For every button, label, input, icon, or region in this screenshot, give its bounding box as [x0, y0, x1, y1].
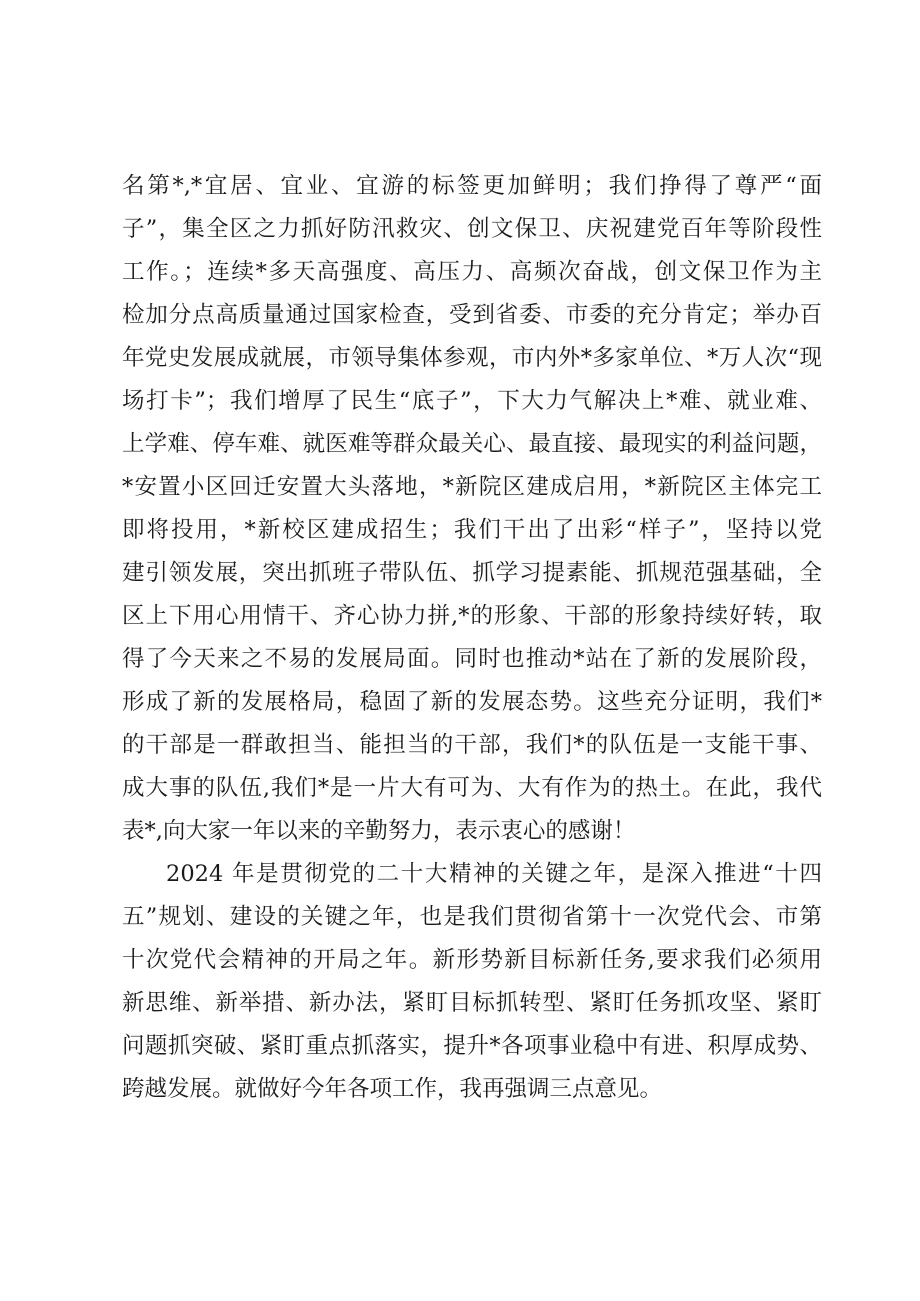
- text-line: 的干部是一群敢担当、能担当的干部，我们*的队伍是一支能干事、: [122, 732, 822, 758]
- paragraph-1: [122, 165, 822, 853]
- text-line: 工作。；连续*多天高强度、高压力、高频次奋战，创文保卫作为主: [122, 259, 822, 285]
- text-line: 区上下用心用情干、齐心协力拼,*的形象、干部的形象持续好转，取: [122, 603, 822, 629]
- text-line: 成大事的队伍,我们*是一片大有可为、大有作为的热土。在此，我代: [122, 775, 822, 801]
- text-line: 五”规划、建设的关键之年，也是我们贯彻省第十一次党代会、市第: [122, 904, 822, 930]
- text-line: 年党史发展成就展，市领导集体参观，市内外*多家单位、*万人次“现: [122, 345, 822, 371]
- text-line: 即将投用，*新校区建成招生；我们干出了出彩“样子”，坚持以党: [122, 517, 822, 543]
- text-line: 上学难、停车难、就医难等群众最关心、最直接、最现实的利益问题，: [122, 431, 822, 457]
- text-line: 形成了新的发展格局，稳固了新的发展态势。这些充分证明，我们*: [122, 689, 822, 715]
- text-line: 问题抓突破、紧盯重点抓落实，提升*各项事业稳中有进、积厚成势、: [122, 1033, 822, 1059]
- text-line: 跨越发展。就做好今年各项工作，我再强调三点意见。: [122, 1076, 663, 1102]
- text-line: *安置小区回迁安置大头落地，*新院区建成启用，*新院区主体完工: [122, 474, 822, 500]
- text-line: 场打卡”；我们增厚了民生“底子”，下大力气解决上*难、就业难、: [122, 388, 822, 414]
- text-line: 十次党代会精神的开局之年。新形势新目标新任务,要求我们必须用: [122, 947, 822, 973]
- text-line: 子”，集全区之力抓好防汛救灾、创文保卫、庆祝建党百年等阶段性: [122, 216, 822, 242]
- text-line: 检加分点高质量通过国家检查，受到省委、市委的充分肯定；举办百: [122, 302, 822, 328]
- text-line: 2024 年是贯彻党的二十大精神的关键之年，是深入推进“十四: [166, 861, 822, 887]
- text-line: 建引领发展，突出抓班子带队伍、抓学习提素能、抓规范强基础，全: [122, 560, 822, 586]
- text-line: 新思维、新举措、新办法，紧盯目标抓转型、紧盯任务抓攻坚、紧盯: [122, 990, 822, 1016]
- text-line: 得了今天来之不易的发展局面。同时也推动*站在了新的发展阶段，: [122, 646, 822, 672]
- document-body: [122, 165, 822, 1111]
- text-line: 名第*,*宜居、宜业、宜游的标签更加鲜明；我们挣得了尊严“面: [122, 173, 822, 199]
- text-line: 表*,向大家一年以来的辛勤努力，表示衷心的感谢！: [122, 818, 636, 844]
- paragraph-2: [122, 853, 822, 1111]
